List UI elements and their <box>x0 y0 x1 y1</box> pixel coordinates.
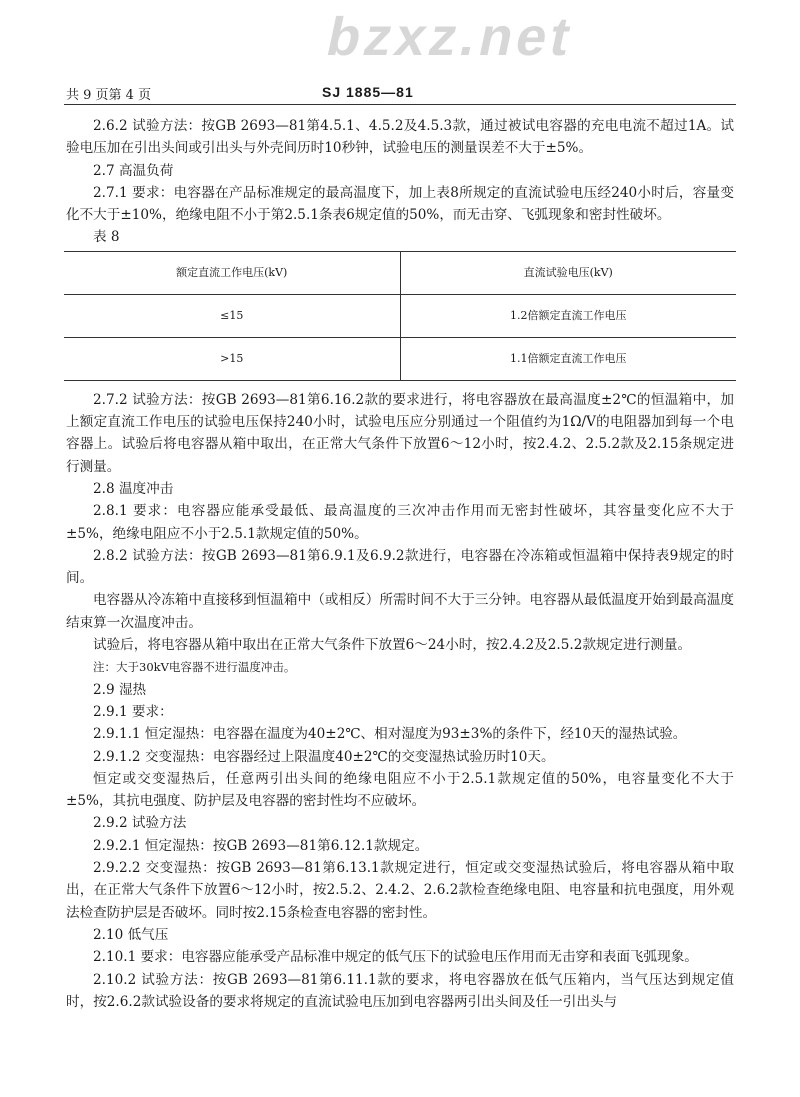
table-row <box>64 294 736 337</box>
paragraph: 试验后，将电容器从箱中取出在正常大气条件下放置6～24小时，按2.4.2及2.5.2款规定进行测量。 <box>93 637 692 654</box>
paragraph: 2.8.2 试验方法：按GB 2693—81第6.9.1及6.9.2款进行，电容器在冷冻箱或恒温箱中保持表9规定的时间。 <box>66 547 734 587</box>
header-rule <box>64 104 736 105</box>
table-8 <box>64 251 736 381</box>
paragraph: 2.10.1 要求：电容器应能承受产品标准中规定的低气压下的试验电压作用而无击穿和表面飞弧现象。 <box>93 949 698 966</box>
table-cell: 1.1倍额定直流工作电压 <box>400 337 736 380</box>
paragraph: 2.7.1 要求：电容器在产品标准规定的最高温度下，加上表8所规定的直流试验电压经240小时后，容量变化不大于±10%，绝缘电阻不小于第2.5.1条表6规定值的50%，而无击穿、飞弧现象和密封性破坏。 <box>66 184 734 224</box>
table-cell: ≤15 <box>64 294 400 337</box>
table-row <box>64 337 736 380</box>
section-heading: 2.7 高温负荷 <box>93 162 174 179</box>
table-cell: >15 <box>64 337 400 380</box>
section-heading: 2.8 温度冲击 <box>93 480 174 497</box>
paragraph: 2.9.2 试验方法 <box>93 815 187 832</box>
document-body <box>66 115 734 1013</box>
page-info: 共 9 页第 4 页 <box>66 88 152 103</box>
table-cell: 1.2倍额定直流工作电压 <box>400 294 736 337</box>
table-header-row <box>64 251 736 294</box>
table-header-cell: 直流试验电压(kV) <box>400 251 736 294</box>
paragraph: 2.9.1.2 交变湿热：电容器经过上限温度40±2℃的交变湿热试验历时10天。 <box>93 748 555 765</box>
paragraph: 2.9.1.1 恒定湿热：电容器在温度为40±2℃、相对湿度为93±3%的条件下，经10天的湿热试验。 <box>93 726 687 743</box>
section-heading: 2.9 湿热 <box>93 681 147 698</box>
paragraph: 2.9.2.2 交变湿热：按GB 2693—81第6.13.1款规定进行，恒定或交变湿热试验后，将电容器从箱中取出，在正常大气条件下放置6～12小时，按2.5.2、2.4.2、2.6.2款检查绝缘电阻、电容量和抗电强度，用外观法检查防护层是否破坏。同时按2.15条检查电容器的密封性。 <box>66 860 734 921</box>
standard-number: SJ 1885—81 <box>322 84 414 100</box>
section-heading: 2.10 低气压 <box>93 926 169 943</box>
paragraph: 2.9.1 要求： <box>93 703 173 720</box>
paragraph: 2.9.2.1 恒定湿热：按GB 2693—81第6.12.1款规定。 <box>93 837 429 854</box>
table-header-cell: 额定直流工作电压(kV) <box>64 251 400 294</box>
paragraph: 2.7.2 试验方法：按GB 2693—81第6.16.2款的要求进行，将电容器放在最高温度±2℃的恒温箱中，加上额定直流工作电压的试验电压保持240小时，试验电压应分别通过一个阻值约为1Ω/V的电阻器加到每一个电容器上。试验后将电容器从箱中取出，在正常大气条件下放置6～12小时，按2.4.2、2.5.2款及2.15条规定进行测量。 <box>66 391 734 475</box>
paragraph: 2.8.1 要求：电容器应能承受最低、最高温度的三次冲击作用而无密封性破坏，其容量变化应不大于±5%，绝缘电阻应不小于2.5.1款规定值的50%。 <box>66 503 734 542</box>
paragraph: 2.10.2 试验方法：按GB 2693—81第6.11.1款的要求，将电容器放在低气压箱内，当气压达到规定值时，按2.6.2款试验设备的要求将规定的直流试验电压加到电容器两引出头间及任一引出头与 <box>66 971 734 1010</box>
watermark: bzxz.net <box>321 7 580 67</box>
paragraph: 2.6.2 试验方法：按GB 2693—81第4.5.1、4.5.2及4.5.3款，通过被试电容器的充电电流不超过1A。试验电压加在引出头间或引出头与外壳间历时10秒钟，试验电压的测量误差不大于±5%。 <box>66 118 734 157</box>
table-caption: 表 8 <box>93 229 120 246</box>
paragraph: 电容器从冷冻箱中直接移到恒温箱中（或相反）所需时间不大于三分钟。电容器从最低温度开始到最高温度结束算一次温度冲击。 <box>66 592 734 631</box>
paragraph: 恒定或交变湿热后，任意两引出头间的绝缘电阻应不小于2.5.1款规定值的50%，电容量变化不大于±5%，其抗电强度、防护层及电容器的密封性均不应破坏。 <box>66 770 734 810</box>
note: 注：大于30kV电容器不进行温度冲击。 <box>93 660 296 675</box>
